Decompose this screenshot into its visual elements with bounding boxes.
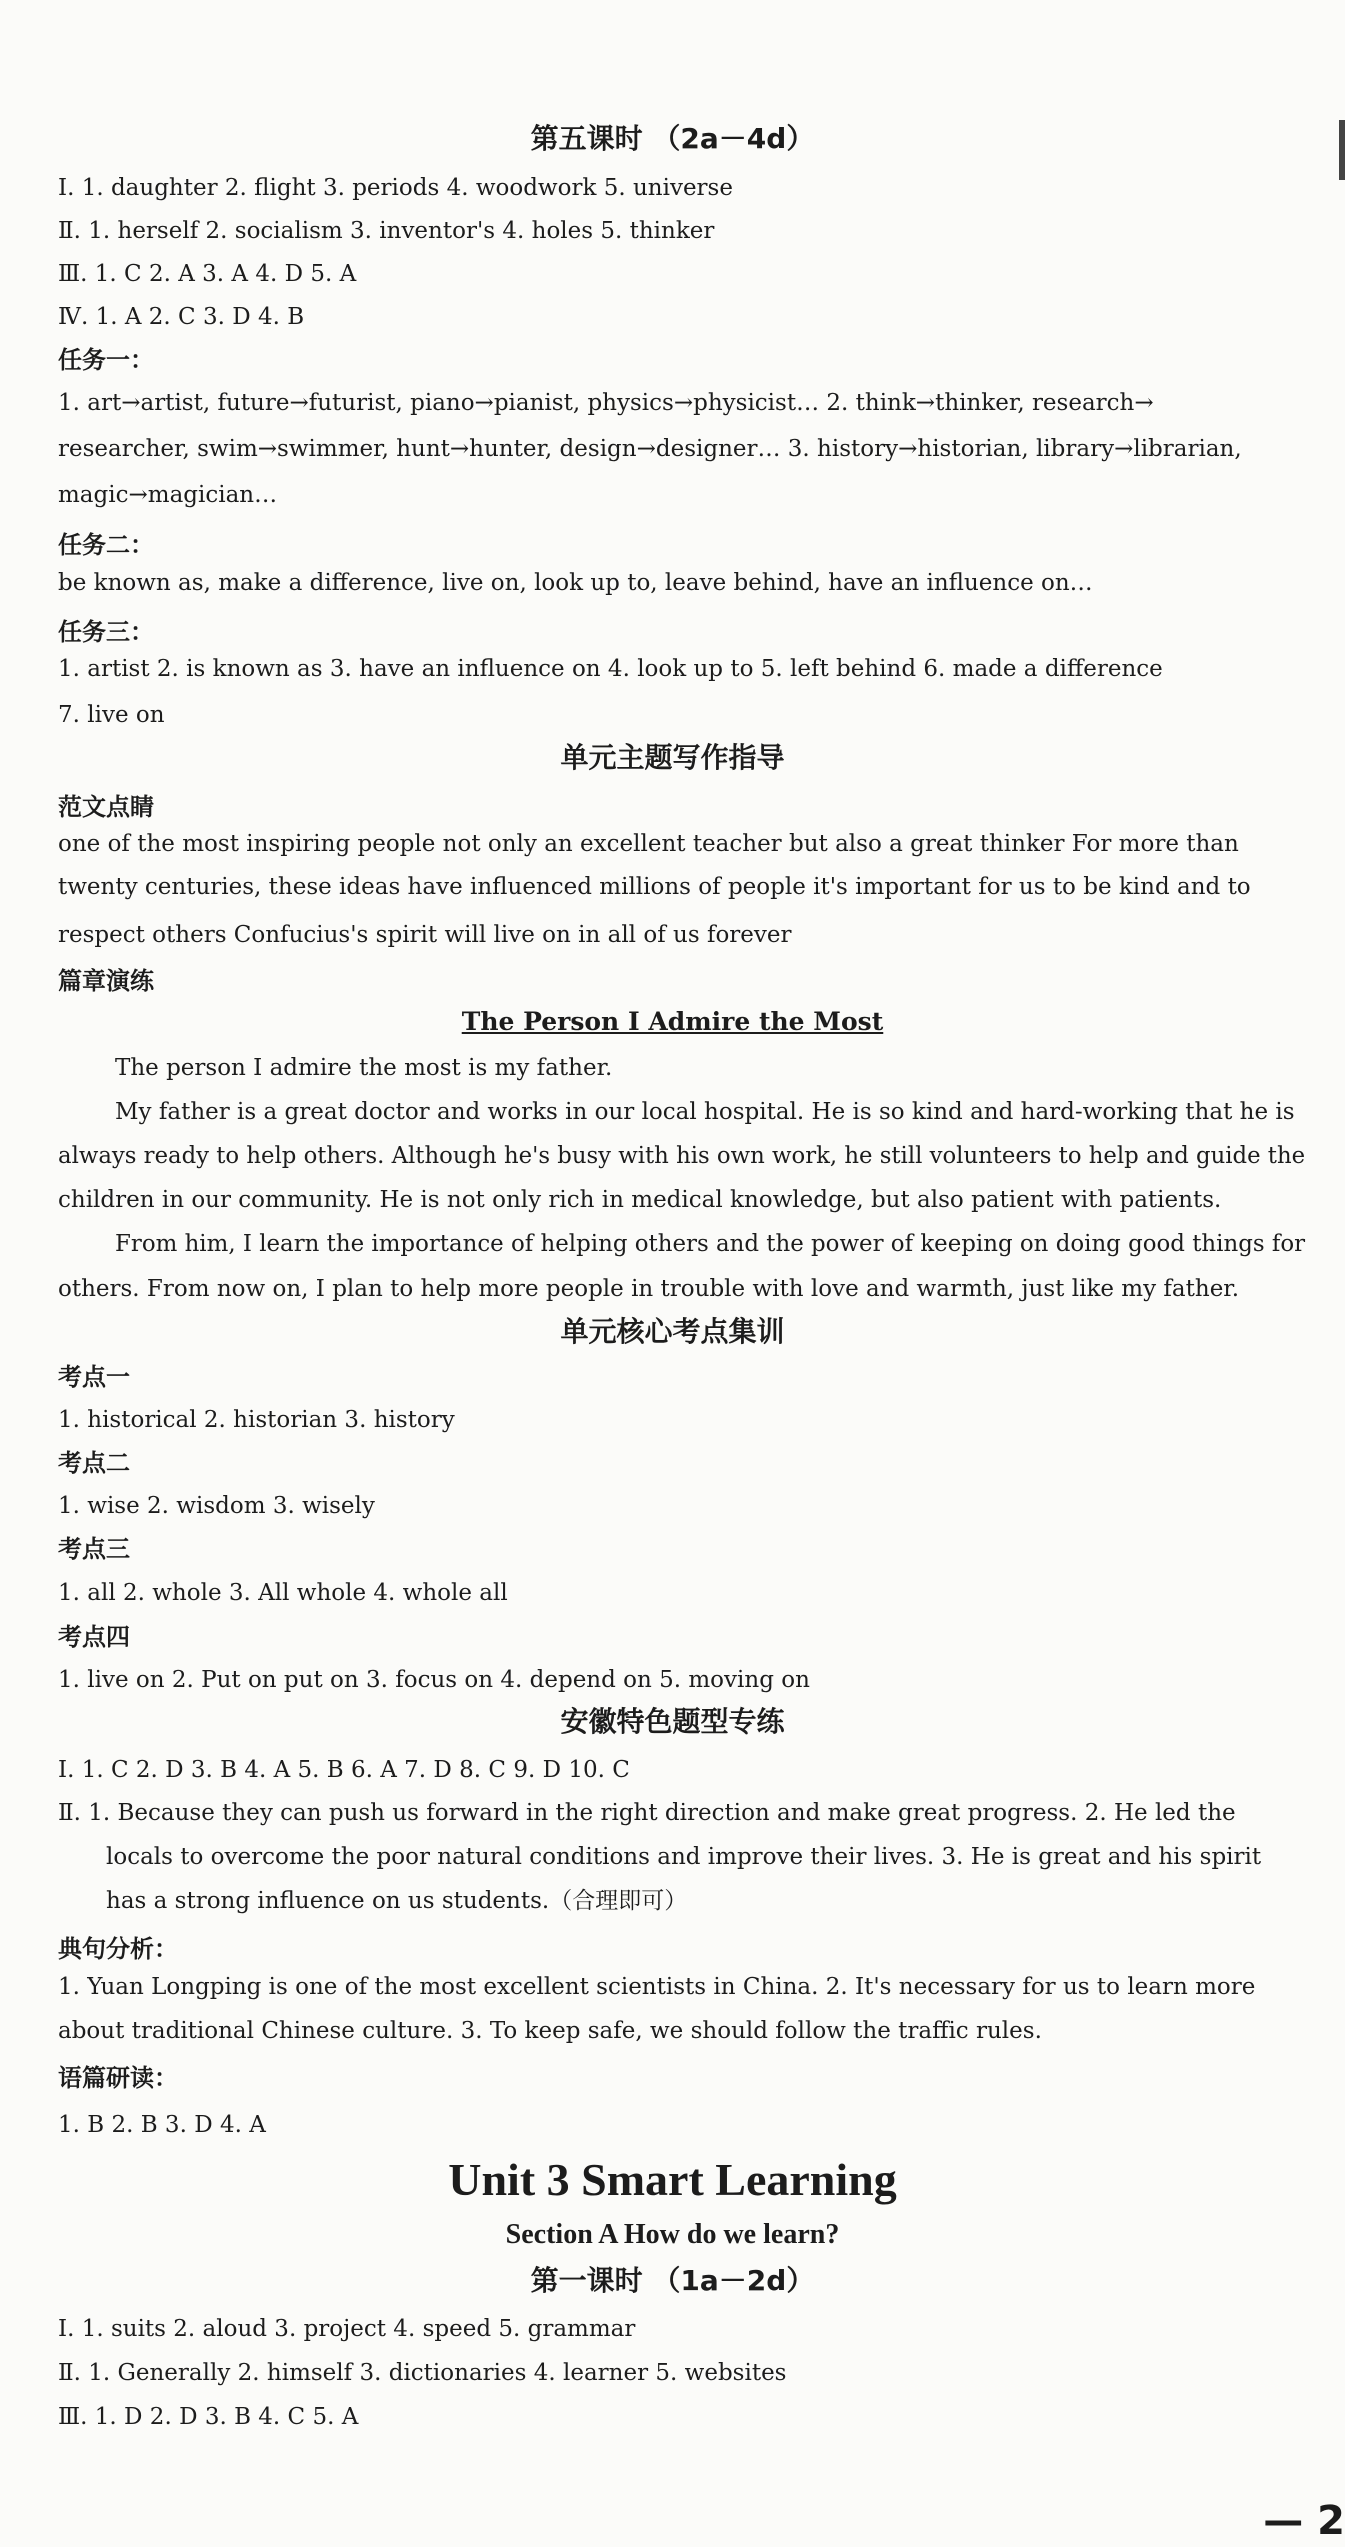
answer-line: 1. live on 2. Put on put on 3. focus on 4. depend on 5. moving on <box>58 1667 810 1693</box>
model-essay-label: 范文点睛 <box>58 793 154 821</box>
key-point-1-label: 考点一 <box>58 1363 130 1391</box>
practice-label: 篇章演练 <box>58 967 154 995</box>
answer-line: about traditional Chinese culture. 3. To keep safe, we should follow the traffic rules. <box>58 2018 1042 2044</box>
answer-line: Ⅳ. 1. A 2. C 3. D 4. B <box>58 304 305 330</box>
essay-line: others. From now on, I plan to help more people in trouble with love and warmth, just like my father. <box>58 1276 1240 1302</box>
answer-line: researcher, swim→swimmer, hunt→hunter, design→designer… 3. history→historian, library→librarian, <box>58 436 1242 462</box>
answer-line: be known as, make a difference, live on, look up to, leave behind, have an influence on… <box>58 570 1093 596</box>
page-number: — 2 <box>1263 2498 1345 2544</box>
sentence-analysis-label: 典句分析： <box>58 1935 178 1963</box>
answer-line: Ⅲ. 1. C 2. A 3. A 4. D 5. A <box>58 261 357 287</box>
writing-guide-heading: 单元主题写作指导 <box>560 741 785 774</box>
answer-line: one of the most inspiring people not only an excellent teacher but also a great thinker For more than <box>58 831 1239 857</box>
answer-line: has a strong influence on us students.（合理即可） <box>106 1888 688 1914</box>
answer-line: Ⅱ. 1. Generally 2. himself 3. dictionaries 4. learner 5. websites <box>58 2360 787 2386</box>
essay-line: children in our community. He is not only rich in medical knowledge, but also patient with patients. <box>58 1187 1222 1213</box>
key-point-4-label: 考点四 <box>58 1623 130 1651</box>
answer-line: Ⅱ. 1. Because they can push us forward in the right direction and make great progress. 2. He led the <box>58 1800 1236 1826</box>
answer-line: 1. all 2. whole 3. All whole 4. whole all <box>58 1580 508 1606</box>
answer-line: Ⅰ. 1. suits 2. aloud 3. project 4. speed 5. grammar <box>58 2316 636 2342</box>
essay-line: always ready to help others. Although he's busy with his own work, he still volunteers to help and guide the <box>58 1143 1306 1169</box>
answer-line: Ⅰ. 1. C 2. D 3. B 4. A 5. B 6. A 7. D 8. C 9. D 10. C <box>58 1757 630 1783</box>
text-reading-label: 语篇研读： <box>58 2064 178 2092</box>
task-2-label: 任务二： <box>58 531 154 559</box>
answer-line: locals to overcome the poor natural conditions and improve their lives. 3. He is great and his spirit <box>106 1844 1262 1870</box>
key-point-2-label: 考点二 <box>58 1449 130 1477</box>
answer-line: twenty centuries, these ideas have influenced millions of people it's important for us to be kind and to <box>58 874 1251 900</box>
answer-line: 1. historical 2. historian 3. history <box>58 1407 455 1433</box>
lesson-5-heading: 第五课时 （2a－4d） <box>530 122 815 155</box>
answer-line: 1. B 2. B 3. D 4. A <box>58 2112 266 2138</box>
answer-line: 1. Yuan Longping is one of the most excellent scientists in China. 2. It's necessary for us to learn more <box>58 1974 1256 2000</box>
essay-title: The Person I Admire the Most <box>461 1007 884 1036</box>
essay-line: From him, I learn the importance of helping others and the power of keeping on doing good things for <box>115 1231 1306 1257</box>
unit-title: Unit 3 Smart Learning <box>448 2154 897 2205</box>
lesson-1-heading: 第一课时 （1a－2d） <box>530 2264 815 2297</box>
task-1-label: 任务一： <box>58 346 154 374</box>
essay-line: My father is a great doctor and works in our local hospital. He is so kind and hard-working that he is <box>115 1099 1295 1125</box>
answer-line: 7. live on <box>58 702 165 728</box>
answer-line: magic→magician… <box>58 482 278 508</box>
task-3-label: 任务三： <box>58 618 154 646</box>
answer-line: Ⅲ. 1. D 2. D 3. B 4. C 5. A <box>58 2404 359 2430</box>
answer-line: 1. art→artist, future→futurist, piano→pianist, physics→physicist… 2. think→thinker, research→ <box>58 390 1154 416</box>
section-title: Section A How do we learn? <box>505 2219 840 2250</box>
answer-line: 1. artist 2. is known as 3. have an influence on 4. look up to 5. left behind 6. made a difference <box>58 656 1163 682</box>
answer-line: Ⅰ. 1. daughter 2. flight 3. periods 4. woodwork 5. universe <box>58 175 733 201</box>
anhui-practice-heading: 安徽特色题型专练 <box>560 1705 785 1738</box>
key-point-3-label: 考点三 <box>58 1535 130 1563</box>
answer-line: 1. wise 2. wisdom 3. wisely <box>58 1493 375 1519</box>
answer-line: Ⅱ. 1. herself 2. socialism 3. inventor's 4. holes 5. thinker <box>58 218 715 244</box>
core-points-heading: 单元核心考点集训 <box>560 1315 785 1348</box>
essay-line: The person I admire the most is my father. <box>115 1055 613 1081</box>
answer-line: respect others Confucius's spirit will live on in all of us forever <box>58 922 792 948</box>
